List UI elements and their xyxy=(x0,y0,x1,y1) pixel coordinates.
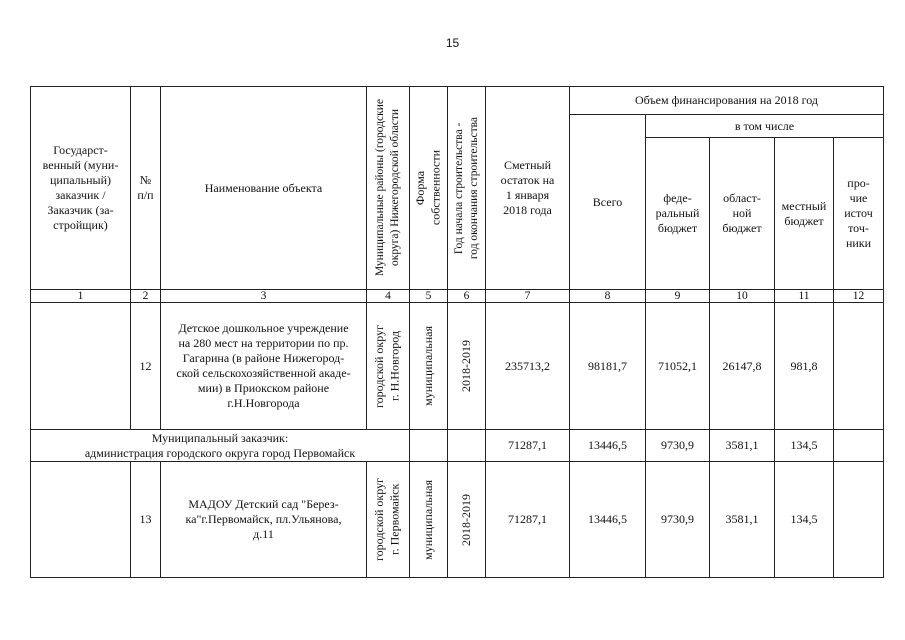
header-ownership: Форма собственности xyxy=(410,87,448,290)
municipal-customer: Муниципальный заказчик: администрация городского округа город Первомайск xyxy=(31,430,410,462)
column-numbers-row xyxy=(31,290,884,303)
other-value xyxy=(834,303,884,430)
regional-value: 26147,8 xyxy=(710,303,775,430)
estimate-value: 71287,1 xyxy=(486,430,570,462)
header-federal: феде- ральный бюджет xyxy=(646,138,710,290)
estimate-value: 71287,1 xyxy=(486,462,570,578)
header-funding: Объем финансирования на 2018 год xyxy=(570,87,884,115)
ownership xyxy=(410,430,448,462)
column-number: 10 xyxy=(710,290,775,303)
financing-table xyxy=(30,86,884,578)
federal-value: 9730,9 xyxy=(646,430,710,462)
page-number: 15 xyxy=(445,36,460,50)
column-number: 3 xyxy=(161,290,367,303)
column-number: 8 xyxy=(570,290,646,303)
years xyxy=(448,430,486,462)
header-total: Всего xyxy=(570,115,646,290)
header-estimate: Сметный остаток на 1 января 2018 года xyxy=(486,87,570,290)
ownership: муниципальная xyxy=(410,462,448,578)
row-number: 12 xyxy=(131,303,161,430)
object-name: МАДОУ Детский сад "Берез- ка"г.Первомайск, пл.Ульянова, д.11 xyxy=(161,462,367,578)
column-number: 9 xyxy=(646,290,710,303)
header-regional: област- ной бюджет xyxy=(710,138,775,290)
table-row xyxy=(31,462,884,578)
federal-value: 9730,9 xyxy=(646,462,710,578)
header-including: в том числе xyxy=(646,115,884,138)
column-number: 6 xyxy=(448,290,486,303)
column-number: 1 xyxy=(31,290,131,303)
estimate-value: 235713,2 xyxy=(486,303,570,430)
total-value: 13446,5 xyxy=(570,430,646,462)
table-row xyxy=(31,430,884,462)
column-number: 12 xyxy=(834,290,884,303)
header-index: № п/п xyxy=(131,87,161,290)
header-years: Год начала строительства - год окончания строительства xyxy=(448,87,486,290)
federal-value: 71052,1 xyxy=(646,303,710,430)
ownership: муниципальная xyxy=(410,303,448,430)
other-value xyxy=(834,430,884,462)
regional-value: 3581,1 xyxy=(710,462,775,578)
header-customer: Государст- венный (муни- ципальный) заказчик / Заказчик (за- стройщик) xyxy=(31,87,131,290)
district: городской округ г. Первомайск xyxy=(367,462,410,578)
district: городской округ г. Н.Новгород xyxy=(367,303,410,430)
header-object-name: Наименование объекта xyxy=(161,87,367,290)
regional-value: 3581,1 xyxy=(710,430,775,462)
row-number: 13 xyxy=(131,462,161,578)
header-local: местный бюджет xyxy=(775,138,834,290)
years: 2018-2019 xyxy=(448,303,486,430)
column-number: 11 xyxy=(775,290,834,303)
years: 2018-2019 xyxy=(448,462,486,578)
total-value: 98181,7 xyxy=(570,303,646,430)
local-value: 134,5 xyxy=(775,462,834,578)
local-value: 134,5 xyxy=(775,430,834,462)
column-number: 4 xyxy=(367,290,410,303)
local-value: 981,8 xyxy=(775,303,834,430)
column-number: 2 xyxy=(131,290,161,303)
other-value xyxy=(834,462,884,578)
column-number: 5 xyxy=(410,290,448,303)
column-number: 7 xyxy=(486,290,570,303)
header-other: про- чие источ точ- ники xyxy=(834,138,884,290)
total-value: 13446,5 xyxy=(570,462,646,578)
object-name: Детское дошкольное учреждение на 280 мест на территории по пр. Гагарина (в районе Нижегород- ской сельскохозяйственной акаде- мии) в Приокском районе г.Н.Новгорода xyxy=(161,303,367,430)
header-district: Муниципальные районы (городские округа) Нижегородской области xyxy=(367,87,410,290)
customer-cell xyxy=(31,303,131,430)
table-row xyxy=(31,303,884,430)
customer-cell xyxy=(31,462,131,578)
